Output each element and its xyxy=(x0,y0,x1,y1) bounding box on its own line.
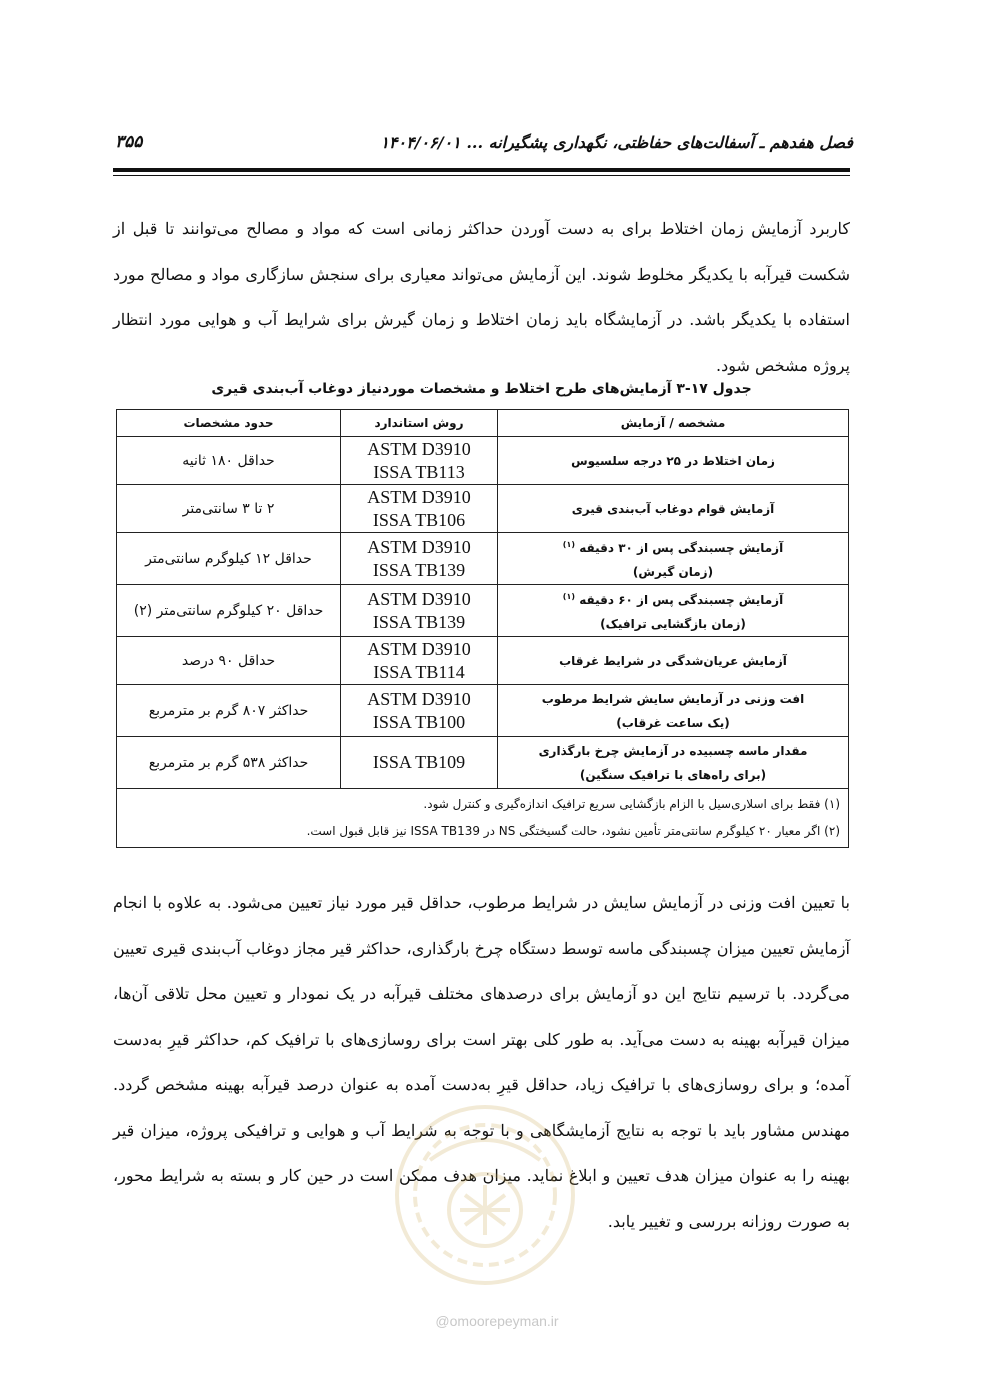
test-name: مقدار ماسه چسبیده در آزمایش چرخ بارگذاری xyxy=(538,743,808,758)
test-cell xyxy=(498,685,849,737)
test-cell xyxy=(498,637,849,685)
test-name: آزمایش قوام دوغاب آب‌بندی قیری xyxy=(571,501,775,516)
table-row xyxy=(117,585,849,637)
limit-cell: حداقل ۲۰ کیلوگرم سانتی‌متر (۲) xyxy=(117,585,341,637)
table-row xyxy=(117,737,849,789)
test-name: افت وزنی در آزمایش سایش شرایط مرطوب xyxy=(541,691,805,706)
standard-cell xyxy=(341,533,498,585)
header-rule-thick xyxy=(113,168,850,172)
standard-1: ASTM D3910 xyxy=(367,536,471,557)
limit-cell: ۲ تا ۳ سانتی‌متر xyxy=(117,485,341,533)
header-rule-thin xyxy=(113,175,850,176)
test-name: آزمایش عریان‌شدگی در شرایط غرقاب xyxy=(559,653,787,668)
standard-2: ISSA TB100 xyxy=(372,711,466,732)
test-cell xyxy=(498,485,849,533)
test-subtitle: (زمان بازگشایی ترافیک) xyxy=(600,617,746,631)
standard-cell xyxy=(341,585,498,637)
test-cell xyxy=(498,533,849,585)
table-row xyxy=(117,685,849,737)
standard-cell xyxy=(341,437,498,485)
publisher-logo-watermark xyxy=(390,1100,580,1290)
header-standard: روش استاندارد xyxy=(341,410,498,437)
table-row xyxy=(117,533,849,585)
table-note: (۱) فقط برای اسلاری‌سیل با الزام بازگشایی سریع ترافیک اندازه‌گیری و کنترل شود. xyxy=(423,797,840,811)
body-paragraph: با تعیین افت وزنی در آزمایش سایش در شرایط مرطوب، حداقل قیر مورد نیاز تعیین می‌شود. به علاوه با انجام آزمایش تعیین میزان چسبندگی ماسه توسط دستگاه چرخ بارگذاری، حداکثر قیر مجاز دوغاب آب‌بندی قیری تعیین می‌گردد. با ترسیم نتایج این دو آزمایش برای درصدهای مختلف قیرآبه در یک نمودار و تعیین محل تلاقی آن‌ها، میزان قیرآبه بهینه به دست می‌آید. به طور کلی بهتر است برای روسازی‌های با ترافیک کم، حداکثر قیرِ به‌دست آمده؛ و برای روسازی‌های با ترافیک زیاد، حداقل قیرِ به‌دست آمده به عنوان درصد قیرآبه بهینه مشخص گردد. مهندس مشاور باید با توجه به نتایج آزمایشگاهی و با توجه به شرایط آب و هوایی و ترافیکی پروژه، میزان قیر بهینه را به عنوان میزان هدف تعیین و ابلاغ نماید. میزان هدف ممکن است در حین کار و بسته به شرایط محور، به صورت روزانه بررسی و تغییر یابد. xyxy=(113,893,851,1231)
standard-2: ISSA TB114 xyxy=(373,661,465,682)
standard-2: ISSA TB139 xyxy=(372,559,466,580)
limit-cell: حداقل ۹۰ درصد xyxy=(117,637,341,685)
test-subtitle: (یک ساعت غرقاب) xyxy=(616,715,730,730)
footnote-marker: (۱) xyxy=(562,592,575,601)
test-cell xyxy=(498,585,849,637)
standard-2: ISSA TB139 xyxy=(372,611,466,632)
limit-cell: حداکثر ۸۰۷ گرم بر مترمربع xyxy=(117,685,341,737)
page-number: ۳۵۵ xyxy=(115,132,143,152)
standard-2: ISSA TB113 xyxy=(373,461,465,482)
table-header-row xyxy=(117,410,849,437)
table-notes-row xyxy=(117,789,849,848)
test-name: زمان اختلاط در ۲۵ درجه سلسیوس xyxy=(571,453,775,468)
table-row xyxy=(117,485,849,533)
table-row xyxy=(117,437,849,485)
standard-cell xyxy=(341,737,498,789)
standard-cell xyxy=(341,685,498,737)
table-caption: جدول ۱۷-۳ آزمایش‌های طرح اختلاط و مشخصات موردنیاز دوغاب آب‌بندی قیری xyxy=(211,381,752,397)
table-note: (۲) اگر معیار ۲۰ کیلوگرم سانتی‌متر تأمین نشود، حالت گسیختگی NS در ISSA TB139 نیز قابل قبول است. xyxy=(306,824,840,838)
footnote-marker: (۱) xyxy=(562,540,575,549)
test-name: آزمایش چسبندگی پس از ۶۰ دقیقه xyxy=(579,593,784,607)
table-row xyxy=(117,637,849,685)
limit-cell: حداقل ۱۸۰ ثانیه xyxy=(117,437,341,485)
standard-1: ASTM D3910 xyxy=(367,486,471,507)
standard-1: ASTM D3910 xyxy=(367,688,471,709)
header-test: مشخصه / آزمایش xyxy=(498,410,849,437)
limit-cell: حداکثر ۵۳۸ گرم بر مترمربع xyxy=(117,737,341,789)
standard-cell xyxy=(341,637,498,685)
intro-paragraph: کاربرد آزمایش زمان اختلاط برای به دست آوردن حداکثر زمانی است که مواد و مصالح می‌توانند تا قبل از شکست قیرآبه با یکدیگر مخلوط شوند. این آزمایش می‌تواند معیاری برای سنجش سازگاری مواد و مصالح مورد استفاده با یکدیگر باشد. در آزمایشگاه باید زمان اختلاط و زمان گیرش برای شرایط آب و هوایی مورد انتظار پروژه مشخص شود. xyxy=(113,219,851,375)
specification-table xyxy=(116,409,849,848)
standard-1: ASTM D3910 xyxy=(367,638,471,659)
test-cell xyxy=(498,737,849,789)
footer-website: @omoorepeyman.ir xyxy=(435,1313,559,1329)
header-limits: حدود مشخصات xyxy=(117,410,341,437)
test-subtitle: (زمان گیرش) xyxy=(632,565,714,579)
chapter-title: فصل هفدهم ـ آسفالت‌های حفاظتی، نگهداری پشگیرانه ... ۱۴۰۴/۰۶/۰۱ xyxy=(380,132,853,152)
standard-1: ASTM D3910 xyxy=(367,438,471,459)
standard-2: ISSA TB106 xyxy=(372,509,466,530)
running-header xyxy=(115,128,853,156)
standard-1: ASTM D3910 xyxy=(367,588,471,609)
table-notes xyxy=(117,789,849,848)
limit-cell: حداقل ۱۲ کیلوگرم سانتی‌متر xyxy=(117,533,341,585)
test-name: آزمایش چسبندگی پس از ۳۰ دقیقه xyxy=(579,541,784,555)
test-cell xyxy=(498,437,849,485)
standard-cell xyxy=(341,485,498,533)
test-subtitle: (برای راه‌های با ترافیک سنگین) xyxy=(579,767,767,782)
standard-1: ISSA TB109 xyxy=(372,752,466,772)
